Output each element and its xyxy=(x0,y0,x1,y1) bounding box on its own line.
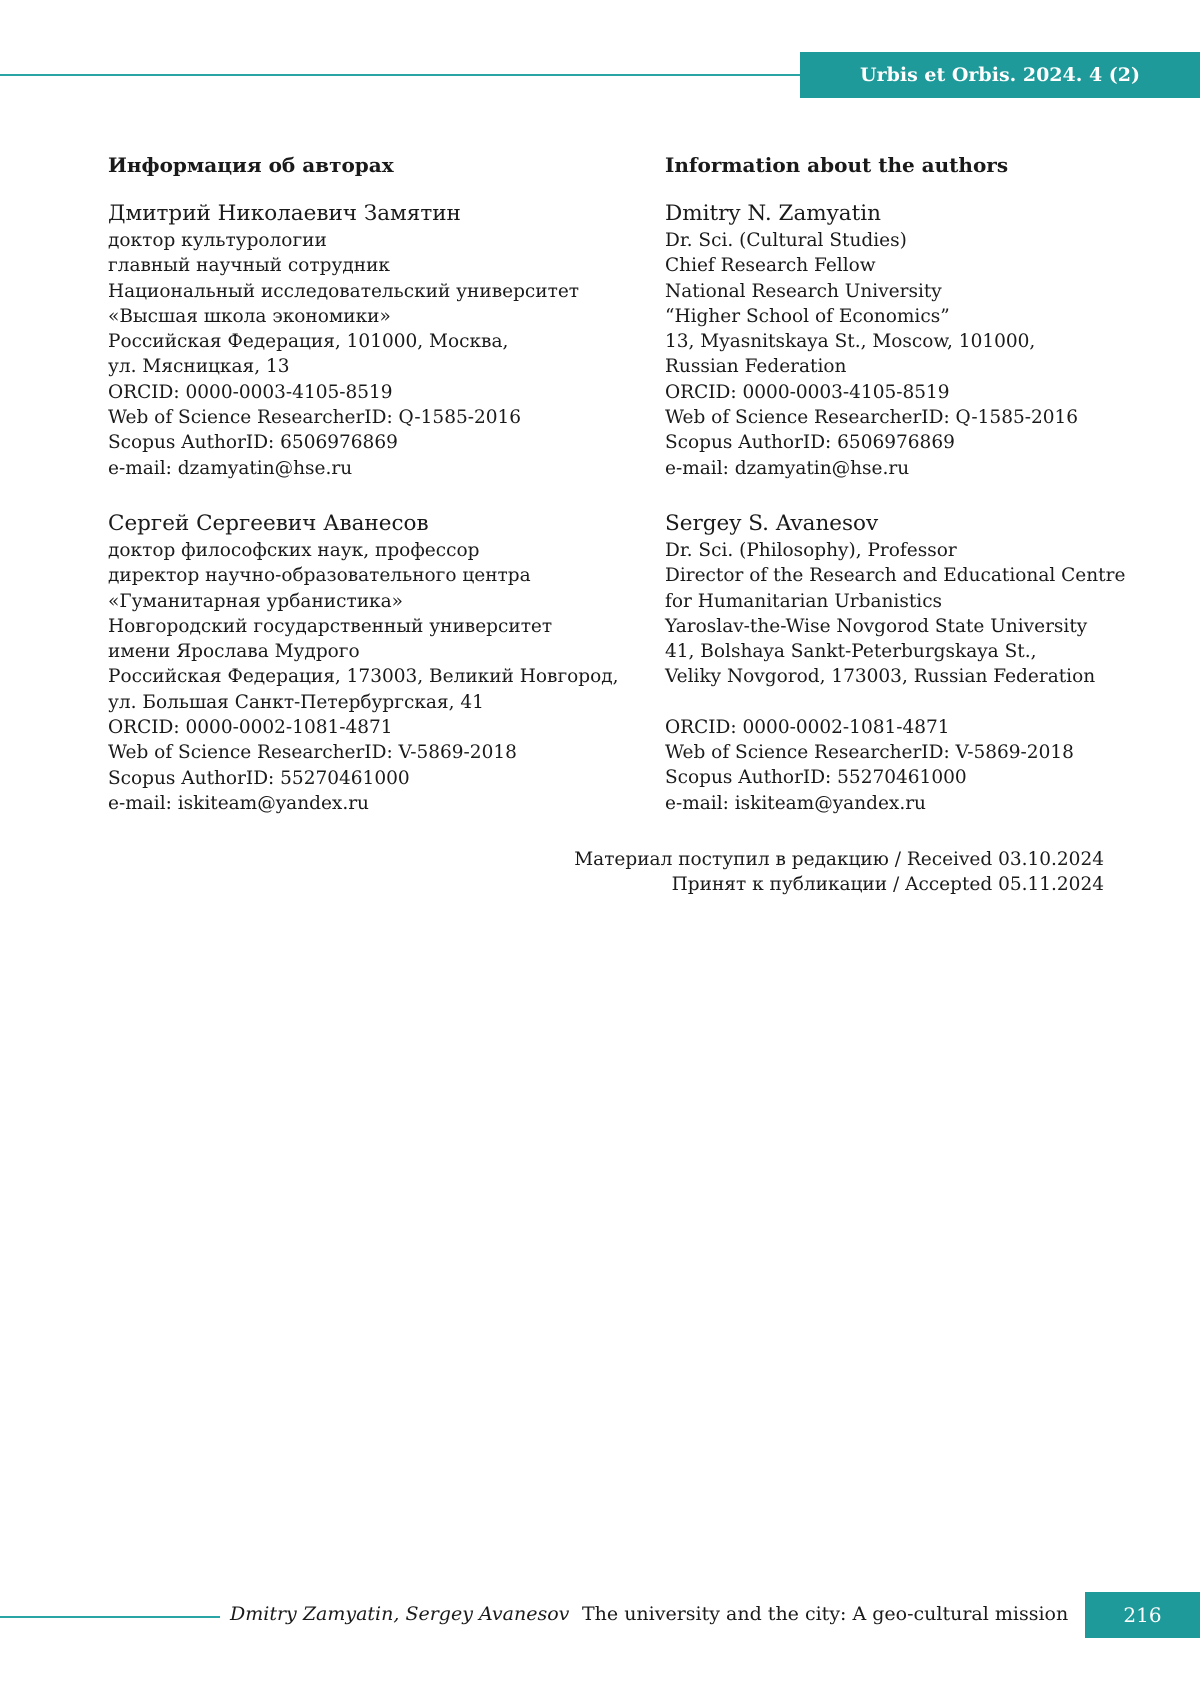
header-rule xyxy=(0,74,800,76)
section-title-ru: Информация об авторах xyxy=(108,153,394,177)
author-line: Российская Федерация, 101000, Москва, xyxy=(108,331,509,353)
journal-title: Urbis et Orbis. 2024. 4 (2) xyxy=(860,64,1141,86)
author-line: ул. Мясницкая, 13 xyxy=(108,356,290,378)
author-line: Национальный исследовательский университет xyxy=(108,280,580,302)
submission-dates xyxy=(574,847,1104,898)
author-line: «Высшая школа экономики» xyxy=(108,305,391,327)
author-line: ORCID: 0000-0002-1081-4871 xyxy=(665,716,950,738)
author-line: ORCID: 0000-0003-4105-8519 xyxy=(108,381,393,403)
author-line: Российская Федерация, 173003, Великий Новгород, xyxy=(108,666,619,688)
page-number-label: 216 xyxy=(1123,1603,1162,1627)
author-line: Russian Federation xyxy=(665,356,847,378)
author-name: Dmitry N. Zamyatin xyxy=(665,201,881,226)
author-line: for Humanitarian Urbanistics xyxy=(665,590,943,612)
author-line: 41, Bolshaya Sankt-Peterburgskaya St., xyxy=(665,641,1037,663)
author-line: ORCID: 0000-0003-4105-8519 xyxy=(665,381,950,403)
author-line: доктор культурологии xyxy=(108,230,327,251)
author-line: Новгородский государственный университет xyxy=(108,615,553,637)
author-line: ORCID: 0000-0002-1081-4871 xyxy=(108,717,393,739)
author-line: “Higher School of Economics” xyxy=(665,305,950,327)
author-line: ул. Большая Санкт-Петербургская, 41 xyxy=(108,691,484,713)
authors-info-ru xyxy=(108,150,648,845)
blank-line xyxy=(665,690,1185,715)
author-line: Director of the Research and Educational Centre xyxy=(665,565,1126,587)
footer-article-title: The university and the city: A geo-cultural mission xyxy=(582,1603,1069,1625)
author-name: Сергей Сергеевич Аванесов xyxy=(108,510,429,536)
author-line: Veliky Novgorod, 173003, Russian Federation xyxy=(665,666,1096,688)
author-block-en-1 xyxy=(665,200,1185,481)
author-block-ru-1 xyxy=(108,200,648,481)
author-line: Yaroslav-the-Wise Novgorod State University xyxy=(665,615,1088,637)
author-line: Web of Science ResearcherID: V-5869-2018 xyxy=(108,742,517,764)
author-name: Дмитрий Николаевич Замятин xyxy=(108,201,461,226)
author-block-ru-2 xyxy=(108,510,648,816)
authors-info-en xyxy=(665,150,1185,845)
author-line: e-mail: iskiteam@yandex.ru xyxy=(665,792,926,814)
author-line: Web of Science ResearcherID: V-5869-2018 xyxy=(665,742,1074,764)
received-date: Материал поступил в редакцию / Received 03.10.2024 xyxy=(574,849,1104,870)
accepted-date: Принят к публикации / Accepted 05.11.2024 xyxy=(671,874,1104,896)
author-line: доктор философских наук, профессор xyxy=(108,539,480,561)
author-name: Sergey S. Avanesov xyxy=(665,510,879,536)
author-line: National Research University xyxy=(665,280,942,302)
author-line: Dr. Sci. (Cultural Studies) xyxy=(665,230,907,251)
author-line: Web of Science ResearcherID: Q-1585-2016 xyxy=(665,407,1079,429)
author-line: «Гуманитарная урбанистика» xyxy=(108,590,403,612)
author-line: Dr. Sci. (Philosophy), Professor xyxy=(665,539,957,561)
author-line: Scopus AuthorID: 6506976869 xyxy=(108,432,398,454)
footer-authors: Dmitry Zamyatin, Sergey Avanesov xyxy=(230,1603,570,1625)
author-line: e-mail: dzamyatin@hse.ru xyxy=(665,457,910,479)
author-line: e-mail: dzamyatin@hse.ru xyxy=(108,457,353,479)
author-line: Web of Science ResearcherID: Q-1585-2016 xyxy=(108,407,522,429)
author-line: Scopus AuthorID: 55270461000 xyxy=(665,767,967,789)
author-block-en-2 xyxy=(665,510,1185,816)
author-line: e-mail: iskiteam@yandex.ru xyxy=(108,792,369,814)
author-line: имени Ярослава Мудрого xyxy=(108,641,360,663)
author-line: 13, Myasnitskaya St., Moscow, 101000, xyxy=(665,331,1036,353)
author-line: Scopus AuthorID: 6506976869 xyxy=(665,432,955,454)
author-line: директор научно-образовательного центра xyxy=(108,565,531,587)
author-line: главный научный сотрудник xyxy=(108,255,390,277)
page-number xyxy=(1085,1592,1200,1638)
section-title-en: Information about the authors xyxy=(665,153,1009,177)
footer-rule xyxy=(0,1616,220,1618)
author-line: Chief Research Fellow xyxy=(665,255,876,277)
journal-badge xyxy=(800,52,1200,98)
author-line: Scopus AuthorID: 55270461000 xyxy=(108,767,410,789)
